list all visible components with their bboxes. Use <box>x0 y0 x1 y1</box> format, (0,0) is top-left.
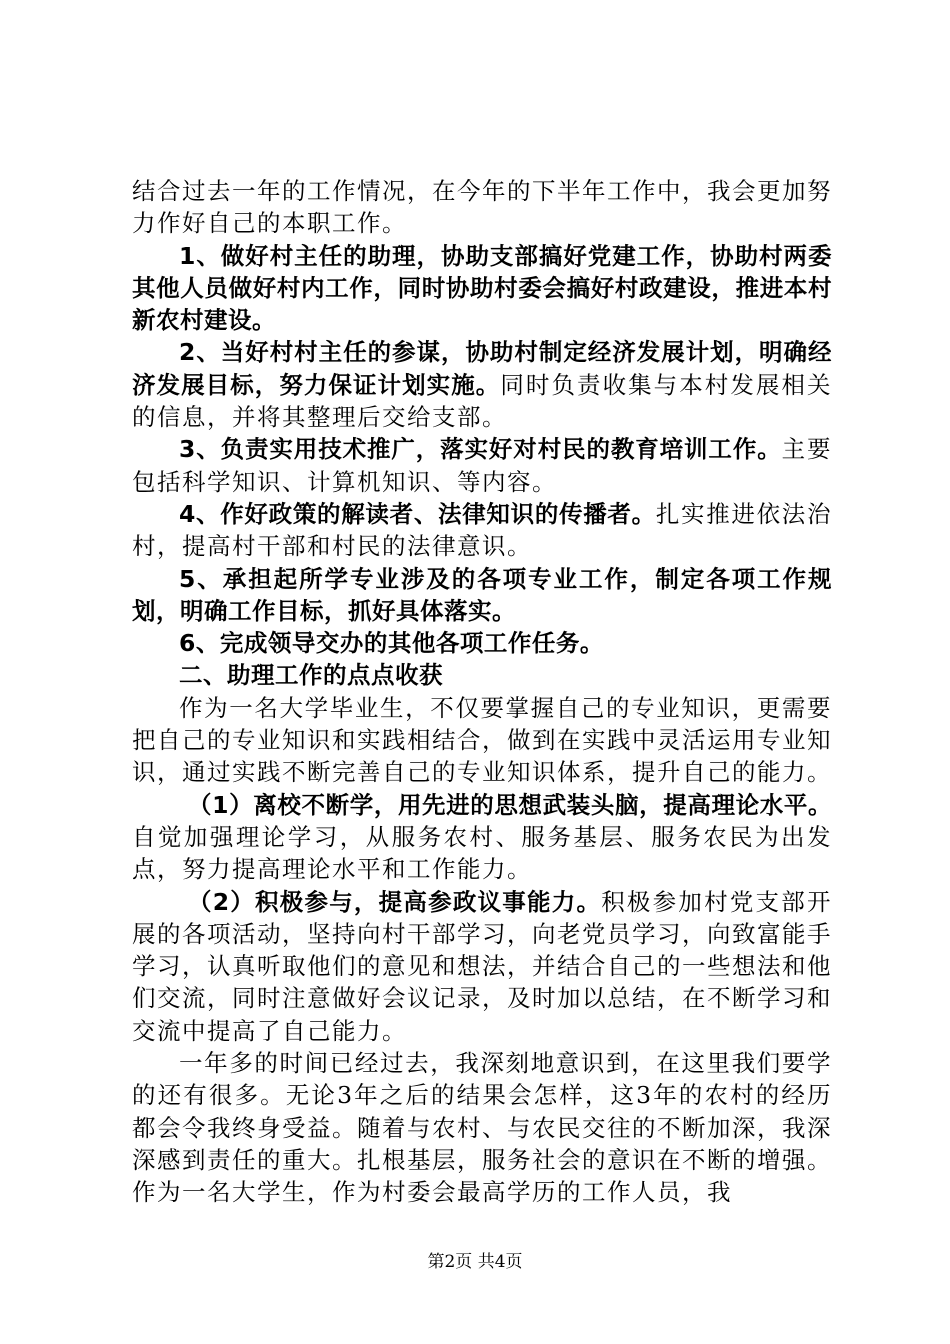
paragraph-item-3 <box>132 433 832 498</box>
page-footer: 第2页 共4页 <box>427 1252 523 1272</box>
point-1-body: 自觉加强理论学习，从服务农村、服务基层、服务农民为出发点，努力提高理论水平和工作能力。 <box>132 822 832 884</box>
paragraph-point-2 <box>132 886 832 1047</box>
point-2-heading: （2）积极参与，提高参政议事能力。 <box>188 887 602 916</box>
point-1-heading: （1）离校不断学，用先进的思想武装头脑，提高理论水平。 <box>188 790 832 819</box>
item-2-body: 同时负责收集与本村发展相关的信息，并将其整理后交给支部。 <box>132 370 833 432</box>
body-text <box>132 175 832 1209</box>
point-2-body: 积极参加村党支部开展的各项活动，坚持向村干部学习，向老党员学习，向致富能手学习，认真听取他们的意见和想法，并结合自己的一些想法和他们交流，同时注意做好会议记录，及时加以总结，在不断学习和交流中提高了自己能力。 <box>132 887 832 1045</box>
paragraph-item-5 <box>132 563 832 628</box>
item-5-heading: 5、承担起所学专业涉及的各项专业工作，制定各项工作规划，明确工作目标，抓好具体落实。 <box>132 564 832 625</box>
item-4-body: 扎实推进依法治村，提高村干部和村民的法律意识。 <box>132 499 832 561</box>
item-2-heading: 2、当好村村主任的参谋，协助村制定经济发展计划，明确经济发展目标，努力保证计划实施。 <box>132 338 832 399</box>
item-6-heading: 6、完成领导交办的其他各项工作任务。 <box>179 629 604 658</box>
item-3-heading: 3、负责实用技术推广，落实好对村民的教育培训工作。 <box>179 435 782 464</box>
paragraph-intro: 结合过去一年的工作情况，在今年的下半年工作中，我会更加努力作好自己的本职工作。 <box>132 177 832 238</box>
paragraph-graduate: 作为一名大学毕业生，不仅要掌握自己的专业知识，更需要把自己的专业知识和实践相结合，做到在实践中灵活运用专业知识，通过实践不断完善自己的专业知识体系，提升自己的能力。 <box>132 693 832 787</box>
item-4-heading: 4、作好政策的解读者、法律知识的传播者。 <box>179 499 656 528</box>
paragraph-item-2 <box>132 336 832 433</box>
section-heading-2 <box>132 659 832 691</box>
section-2-title: 二、助理工作的点点收获 <box>179 661 443 690</box>
paragraph-item-1 <box>132 240 832 337</box>
item-1-heading: 1、做好村主任的助理，协助支部搞好党建工作，协助村两委其他人员做好村内工作，同时协助村委会搞好村政建设，推进本村新农村建设。 <box>132 241 832 335</box>
paragraph-item-6 <box>132 627 832 659</box>
paragraph-item-4 <box>132 498 832 563</box>
paragraph-reflection: 一年多的时间已经过去，我深刻地意识到，在这里我们要学的还有很多。无论3年之后的结果会怎样，这3年的农村的经历都会令我终身受益。随着与农村、与农民交往的不断加深，我深深感到责任的重大。扎根基层，服务社会的意识在不断的增强。作为一名大学生，作为村委会最高学历的工作人员，我 <box>132 1049 832 1207</box>
paragraph-point-1 <box>132 789 832 886</box>
item-3-body: 主要包括科学知识、计算机知识、等内容。 <box>132 435 832 496</box>
